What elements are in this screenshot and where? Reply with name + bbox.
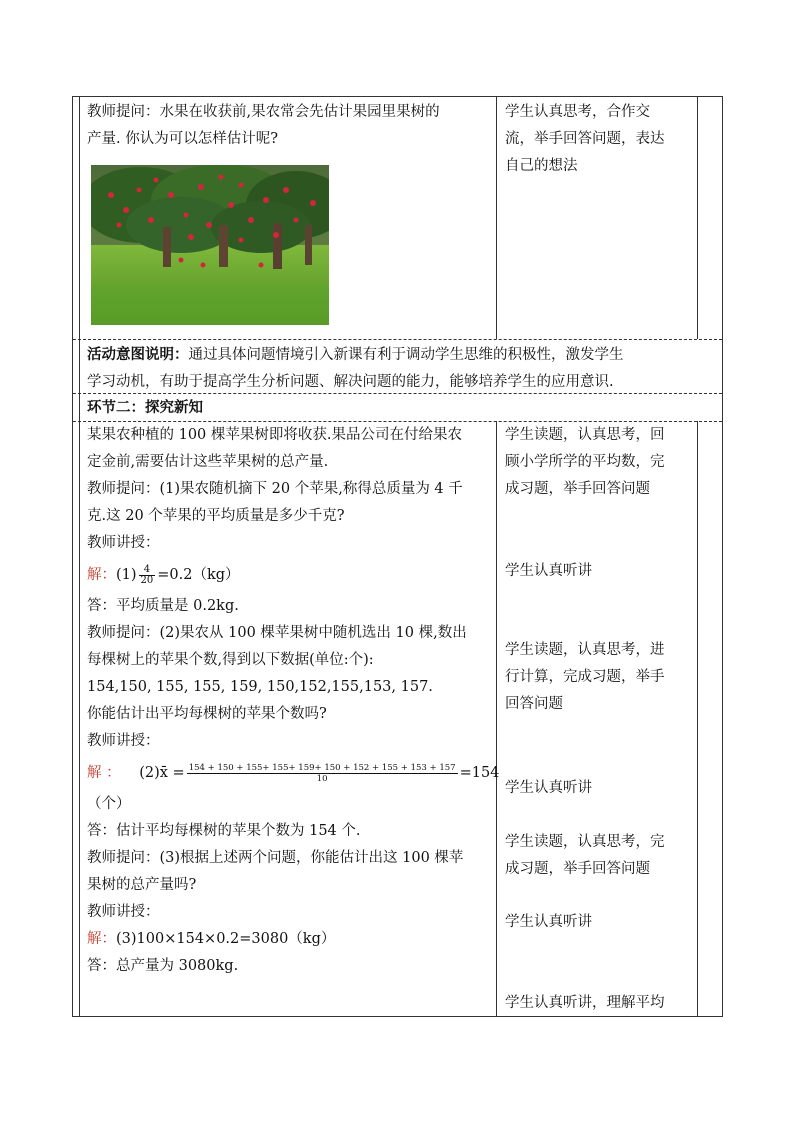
data-values-line: 154,150, 155, 155, 159, 150,152,155,153, 157. [87, 679, 433, 695]
column-divider-right [697, 97, 698, 339]
text-line: 定金前,需要估计这些苹果树的总产量. [87, 454, 329, 470]
text-line: 教师讲授： [87, 535, 160, 551]
student-response-5 [505, 775, 592, 802]
student-response-7 [505, 909, 592, 936]
text-line: 学生读题，认真思考，完 [505, 834, 665, 850]
text-line: 学生读题，认真思考，进 [505, 642, 665, 658]
solution-label: 解： [87, 567, 116, 583]
text-line: 学习动机，有助于提高学生分析问题、解决问题的能力，能够培养学生的应用意识. [87, 374, 614, 390]
solution-3 [87, 926, 497, 953]
text-line: 成习题，举手回答问题 [505, 481, 650, 497]
text-line: 果树的总产量吗? [87, 877, 197, 893]
main-content [87, 422, 500, 980]
column-divider-right-lower [697, 421, 698, 1016]
text-line: 教师提问：(3)根据上述两个问题，你能估计出这 100 棵苹 [87, 850, 464, 866]
student-response-1 [505, 99, 665, 180]
student-response-3 [505, 558, 592, 585]
left-inner-border [79, 97, 80, 1016]
text-line: 学生认真听讲，理解平均 [505, 995, 665, 1011]
denominator: 10 [316, 773, 328, 784]
student-response-2 [505, 422, 665, 503]
text-line: 通过具体问题情境引入新课有利于调动学生思维的积极性，激发学生 [188, 347, 624, 363]
numerator: 154 + 150 + 155+ 155+ 159+ 150 + 152 + 155 + 153 + 157 [188, 762, 456, 773]
section-title: 环节二：探究新知 [87, 399, 203, 416]
solution-2 [87, 755, 500, 791]
student-response-6 [505, 829, 665, 883]
text-line: 教师提问：(2)果农从 100 棵苹果树中随机选出 10 棵,数出 [87, 625, 467, 641]
fraction [139, 565, 156, 586]
text-line: 学生认真思考，合作交 [505, 104, 650, 120]
fraction [187, 763, 458, 784]
answer-line: 答：总产量为 3080kg. [87, 958, 239, 974]
lesson-table [72, 96, 723, 1017]
text-line: 教师讲授： [87, 904, 160, 920]
text-line: 学生认真听讲 [505, 914, 592, 930]
text-line: 学生读题，认真思考，回 [505, 427, 665, 443]
solution-1 [87, 557, 497, 593]
formula-text: (3)100×154×0.2=3080（kg） [116, 931, 336, 947]
numerator: 4 [139, 565, 156, 576]
intent-line-1 [87, 341, 624, 369]
column-divider-main [496, 97, 497, 339]
text-line: 学生认真听讲 [505, 563, 592, 579]
text-line: 每棵树上的苹果个数,得到以下数据(单位:个): [87, 652, 374, 668]
solution-label: 解： [87, 931, 116, 947]
text-line: 教师提问：(1)果农随机摘下 20 个苹果,称得总质量为 4 千 [87, 481, 463, 497]
student-response-8 [505, 990, 665, 1017]
text-line: 流，举手回答问题，表达 [505, 131, 665, 147]
text-line: 某果农种植的 100 棵苹果树即将收获.果品公司在付给果农 [87, 427, 463, 443]
text-line: 顾小学所学的平均数，完 [505, 454, 665, 470]
text-line: 产量. 你认为可以怎样估计呢? [87, 131, 278, 147]
denominator: 20 [140, 574, 154, 586]
formula-text: (1) [116, 567, 137, 583]
answer-line: 答：估计平均每棵树的苹果个数为 154 个. [87, 823, 361, 839]
solution-label: 解 ： [87, 765, 121, 781]
text-line: 教师提问：水果在收获前,果农常会先估计果园里果树的 [87, 104, 440, 120]
formula-text: =0.2（kg） [157, 567, 240, 583]
student-response-4 [505, 637, 665, 718]
text-line: 自己的想法 [505, 158, 578, 174]
text-line: 克.这 20 个苹果的平均质量是多少千克? [87, 508, 345, 524]
unit-line: （个） [87, 796, 131, 812]
text-line: 回答问题 [505, 696, 563, 712]
answer-line: 答：平均质量是 0.2kg. [87, 598, 239, 614]
text-line: 行计算，完成习题，举手 [505, 669, 665, 685]
text-line: 成习题，举手回答问题 [505, 861, 650, 877]
text-line: 教师讲授： [87, 733, 160, 749]
activity-intent [87, 341, 624, 396]
apple-orchard-photo [91, 165, 329, 325]
text-line: 你能估计出平均每棵树的苹果个数吗? [87, 706, 327, 722]
formula-text: (2)x̄ = [139, 765, 185, 781]
row-divider-1 [73, 339, 722, 340]
intent-label: 活动意图说明： [87, 346, 189, 363]
teacher-question-1 [87, 99, 440, 153]
formula-text: =154 [459, 765, 500, 781]
text-line: 学生认真听讲 [505, 780, 592, 796]
